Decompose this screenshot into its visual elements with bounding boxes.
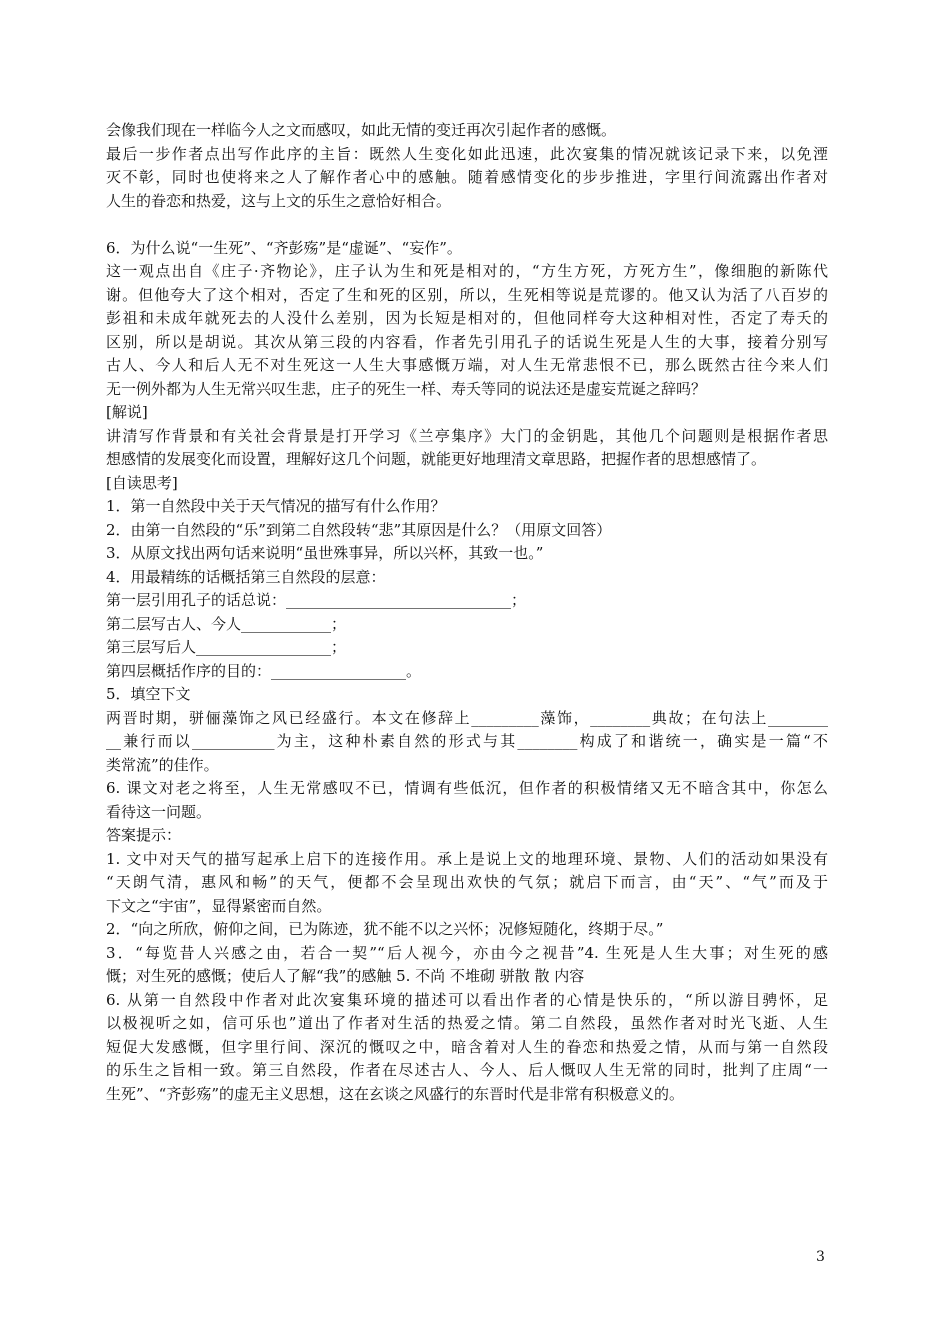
fill-blank-line: 第四层概括作序的目的：__________________。	[106, 661, 422, 680]
section-label: [解说]	[106, 403, 148, 421]
text-line: 古人、今人和后人无不对生死这一人生大事感慨万端，对人生无常悲恨不已，那么既然古往今来人们	[106, 356, 828, 374]
fill-blank-line: 第二层写古人、今人____________；	[106, 614, 347, 633]
answer-line: 3．“每览昔人兴感之由，若合一契”“后人视今，亦由今之视昔”4. 生死是人生大事；对生死的感	[106, 943, 828, 962]
text-line: 讲清写作背景和有关社会背景是打开学习《兰亭集序》大门的金钥匙，其他几个问题则是根据作者思	[106, 426, 828, 445]
fill-blank-line: 第一层引用孔子的话总说：______________________________；	[106, 591, 527, 609]
question-item: 6. 课文对老之将至，人生无常感叹不已，情调有些低沉，但作者的积极情绪又无不暗含其中，你怎么	[106, 779, 828, 797]
answer-line: 下文之“宇宙”，显得紧密而自然。	[106, 896, 332, 915]
text-line: 区别，所以是胡说。其次从第三段的内容看，作者先引用孔子的话说生死是人生的大事，接着分别写	[106, 332, 828, 351]
text-line: 想感情的发展变化而设置，理解好这几个问题，就能更好地理清文章思路，把握作者的思想感情了。	[106, 450, 767, 468]
answer-line: “天朗气清，惠风和畅”的天气，便都不会呈现出欢快的气氛；就启下而言，由“天”、“气”而及于	[106, 873, 828, 891]
fill-blank-line: __兼行而以___________为主，这种朴素自然的形式与其________构成了和谐统一，确实是一篇“不	[106, 732, 828, 750]
question-item: 2．由第一自然段的“乐”到第二自然段转“悲”其原因是什么？（用原文回答）	[106, 520, 612, 539]
fill-blank-line: 两晋时期，骈俪藻饰之风已经盛行。本文在修辞上_________藻饰，________典故；在句法上________	[106, 708, 828, 727]
section-label: 答案提示：	[106, 826, 182, 844]
document-body	[106, 119, 828, 1106]
text-line: 会像我们现在一样临今人之文而感叹，如此无情的变迁再次引起作者的感慨。	[106, 121, 617, 139]
text-line: 人生的眷恋和热爱，这与上文的乐生之意恰好相合。	[106, 191, 452, 210]
answer-line: 的乐生之旨相一致。第三自然段，作者在尽述古人、今人、后人慨叹人生无常的同时，批判了庄周“一	[106, 1061, 828, 1079]
answer-line: 慨；对生死的感慨；使后人了解“我”的感触 5. 不尚 不堆砌 骈散 散 内容	[106, 967, 585, 985]
section-label: [自读思考]	[106, 473, 178, 492]
text-line: 最后一步作者点出写作此序的主旨：既然人生变化如此迅速，此次宴集的情况就该记录下来，以免湮	[106, 144, 828, 163]
answer-line: 以极视听之如，信可乐也”道出了作者对生活的热爱之情。第二自然段，虽然作者对时光飞逝、人生	[106, 1014, 828, 1032]
text-line: 彭祖和未成年就死去的人没什么差别，因为长短是相对的，但他同样夸大这种相对性，否定了寿夭的	[106, 309, 828, 327]
text-line: 看待这一问题。	[106, 802, 212, 821]
text-line: 无一例外都为人生无常兴叹生悲，庄子的死生一样、寿夭等同的说法还是虚妄荒诞之辞吗？	[106, 379, 707, 398]
text-line: 灭不彰，同时也使将来之人了解作者心中的感触。随着感情变化的步步推进，字里行间流露出作者对	[106, 168, 828, 186]
question-item: 5．填空下文	[106, 685, 191, 703]
page-number: 3	[816, 1249, 825, 1265]
answer-line: 短促大发感慨，但字里行间、深沉的慨叹之中，暗含着对人生的眷恋和热爱之情，从而与第一自然段	[106, 1037, 828, 1056]
question-item: 1．第一自然段中关于天气情况的描写有什么作用？	[106, 497, 446, 515]
answer-line: 6. 从第一自然段中作者对此次宴集环境的描述可以看出作者的心情是快乐的，“所以游目骋怀，足	[106, 990, 828, 1009]
blank-line	[106, 213, 828, 237]
question-item: 4．用最精练的话概括第三自然段的层意：	[106, 567, 386, 586]
answer-line: 1. 文中对天气的描写起承上启下的连接作用。承上是说上文的地理环境、景物、人们的活动如果没有	[106, 849, 828, 868]
question-item: 3．从原文找出两句话来说明“虽世殊事异，所以兴杯，其致一也。”	[106, 544, 544, 562]
text-line: 谢。但他夸大了这个相对，否定了生和死的区别，所以，生死相等说是荒谬的。他又认为活了八百岁的	[106, 285, 828, 304]
answer-line: 生死”、“齐彭殇”的虚无主义思想，这在玄谈之风盛行的东晋时代是非常有积极意义的。	[106, 1084, 685, 1103]
fill-blank-line: 第三层写后人__________________；	[106, 638, 347, 656]
answer-line: 2．“向之所欣，俯仰之间，已为陈迹，犹不能不以之兴怀；况修短随化，终期于尽。”	[106, 920, 664, 938]
question-heading: 6．为什么说“一生死”、“齐彭殇”是“虚诞”、“妄作”。	[106, 238, 462, 257]
text-line: 这一观点出自《庄子·齐物论》，庄子认为生和死是相对的，“方生方死，方死方生”，像细胞的新陈代	[106, 262, 828, 280]
text-line: 类常流”的佳作。	[106, 755, 219, 774]
